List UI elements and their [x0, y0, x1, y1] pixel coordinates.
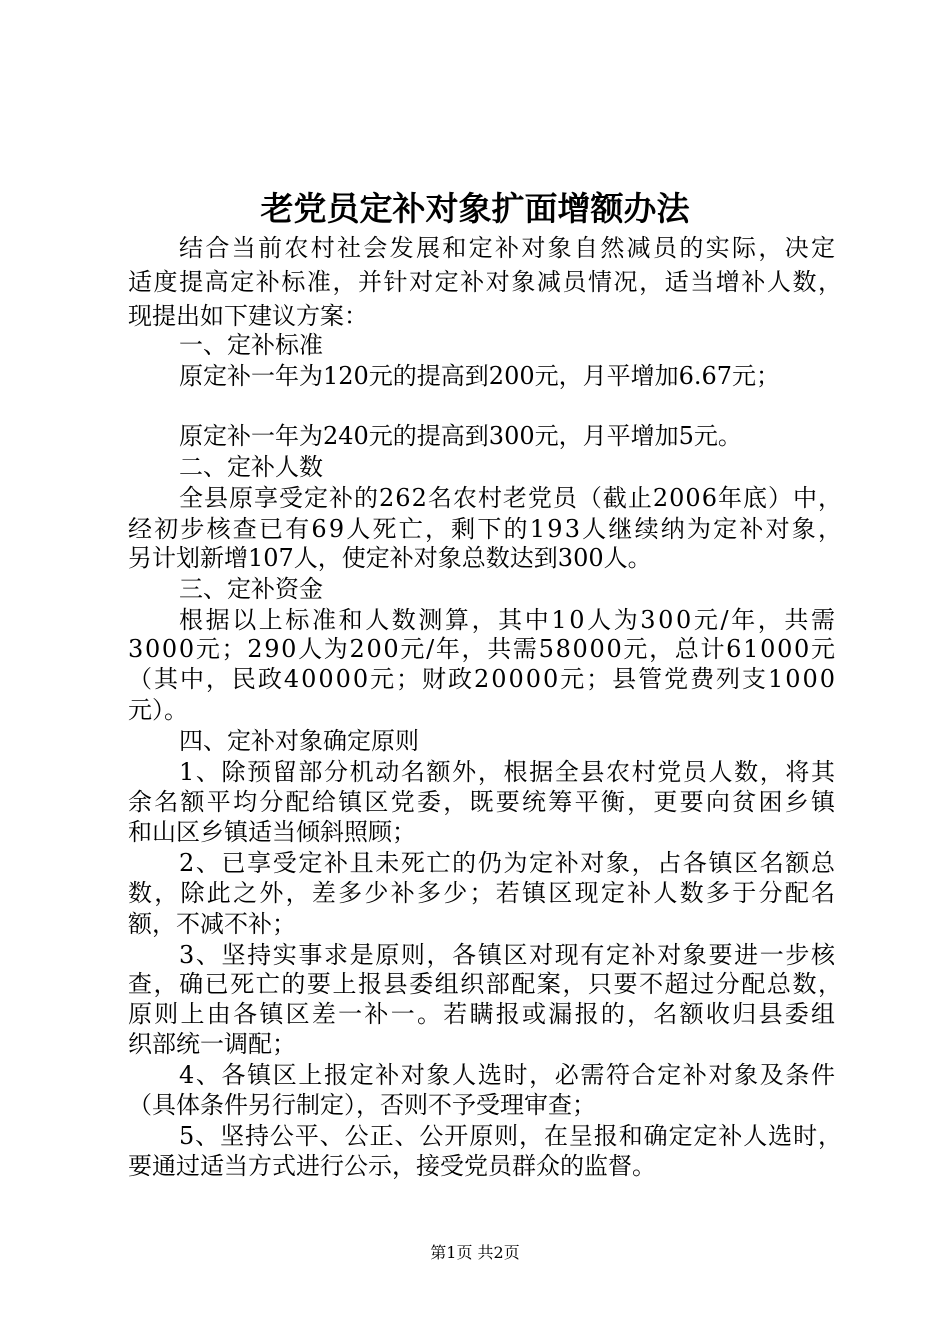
body-line: 3、坚持实事求是原则，各镇区对现有定补对象要进一步核 — [179, 941, 837, 969]
body-line: 原则上由各镇区差一补一。若瞒报或漏报的，名额收归县委组 — [128, 1000, 838, 1028]
body-line: 3000元；290人为200元/年，共需58000元，总计61000元 — [128, 635, 837, 663]
body-line: 2、已享受定补且未死亡的仍为定补对象，占各镇区名额总 — [179, 849, 837, 877]
body-line: 结合当前农村社会发展和定补对象自然减员的实际，决定 — [179, 234, 838, 262]
body-line: 全县原享受定补的262名农村老党员（截止2006年底）中， — [179, 484, 843, 512]
body-line: 元）。 — [128, 696, 188, 724]
section-heading: 一、定补标准 — [179, 331, 323, 359]
body-line: 要通过适当方式进行公示，接受党员群众的监督。 — [128, 1152, 656, 1180]
body-line: 原定补一年为240元的提高到300元，月平增加5元。 — [179, 422, 742, 450]
body-line: 数，除此之外，差多少补多少；若镇区现定补人数多于分配名 — [128, 879, 838, 907]
page-title: 老党员定补对象扩面增额办法 — [260, 189, 690, 228]
body-line: 另计划新增107人，使定补对象总数达到300人。 — [128, 544, 652, 572]
body-line: （其中，民政40000元；财政20000元；县管党费列支1000 — [128, 665, 837, 693]
body-line: 查，确已死亡的要上报县委组织部配案，只要不超过分配总数， — [128, 970, 844, 998]
section-heading: 二、定补人数 — [179, 453, 323, 481]
body-line: 1、除预留部分机动名额外，根据全县农村党员人数，将其 — [179, 758, 837, 786]
section-heading: 四、定补对象确定原则 — [179, 727, 419, 755]
page-number: 第1页 共2页 — [430, 1243, 520, 1262]
body-line: 和山区乡镇适当倾斜照顾； — [128, 818, 416, 846]
body-line: 4、各镇区上报定补对象人选时，必需符合定补对象及条件 — [179, 1061, 837, 1089]
body-line: 适度提高定补标准，并针对定补对象减员情况，适当增补人数， — [128, 268, 844, 296]
body-line: 5、坚持公平、公正、公开原则，在呈报和确定定补人选时， — [179, 1122, 843, 1150]
body-line: 原定补一年为120元的提高到200元，月平增加6.67元； — [179, 362, 781, 390]
body-line: 现提出如下建议方案： — [128, 302, 368, 330]
section-heading: 三、定补资金 — [179, 575, 323, 603]
body-line: 经初步核查已有69人死亡，剩下的193人继续纳为定补对象， — [128, 515, 845, 543]
body-line: 额，不减不补； — [128, 910, 296, 938]
body-line: 织部统一调配； — [128, 1030, 296, 1058]
body-line: 余名额平均分配给镇区党委，既要统筹平衡，更要向贫困乡镇 — [128, 788, 838, 816]
body-line: 根据以上标准和人数测算，其中10人为300元/年，共需 — [179, 606, 838, 634]
body-line: （具体条件另行制定），否则不予受理审查； — [128, 1091, 596, 1119]
